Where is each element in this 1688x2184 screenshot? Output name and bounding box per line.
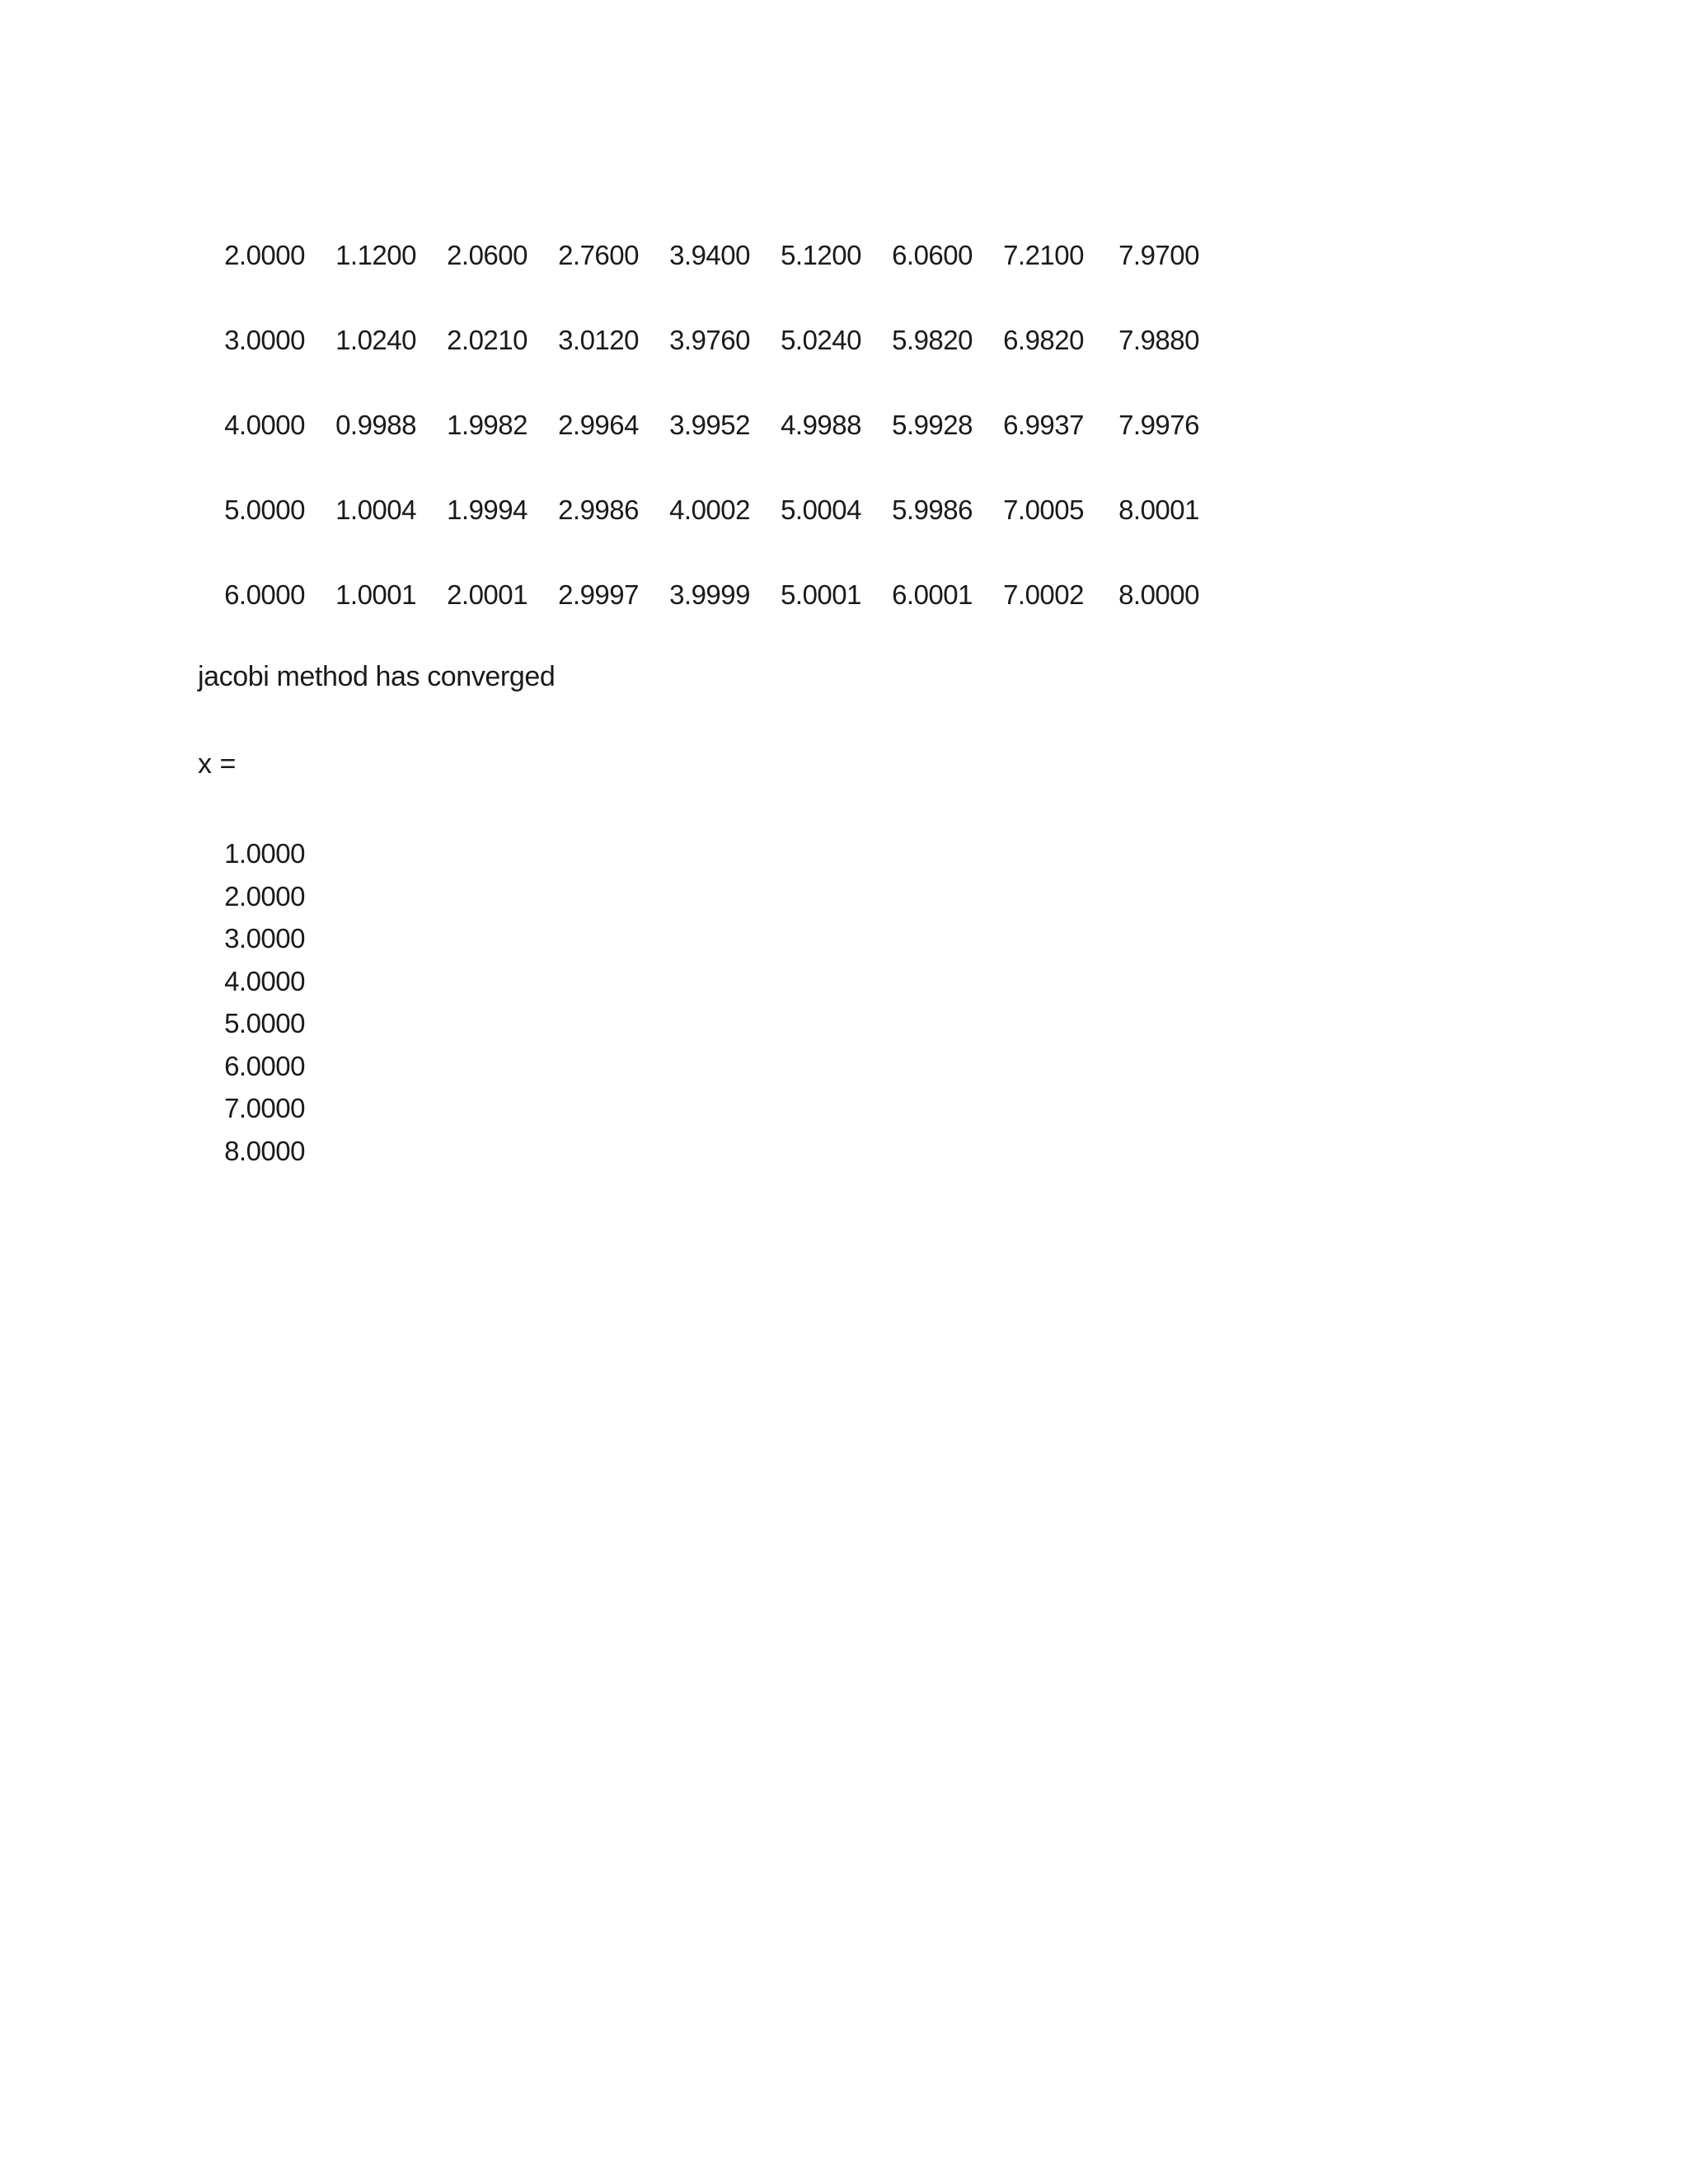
table-cell: 2.9964 xyxy=(558,410,639,440)
table-cell: 2.0001 xyxy=(447,579,528,610)
table-cell: 3.9999 xyxy=(669,579,750,610)
solution-vector xyxy=(223,832,305,1172)
table-row xyxy=(223,239,1199,324)
solution-value: 2.0000 xyxy=(224,880,305,912)
iteration-number: 6.0000 xyxy=(224,579,305,610)
table-row xyxy=(223,409,1199,494)
table-row xyxy=(223,494,1199,579)
table-cell: 4.0002 xyxy=(669,494,750,525)
table-cell: 1.9982 xyxy=(447,410,528,440)
table-cell: 0.9988 xyxy=(335,410,416,440)
table-cell: 3.0120 xyxy=(558,325,639,355)
table-cell: 2.9997 xyxy=(558,579,639,610)
table-cell: 3.9760 xyxy=(669,325,750,355)
table-cell: 6.9820 xyxy=(1003,325,1084,355)
table-cell: 2.7600 xyxy=(558,240,639,270)
result-label: x = xyxy=(198,748,237,780)
table-cell: 7.9700 xyxy=(1118,240,1199,270)
table-cell: 3.9952 xyxy=(669,410,750,440)
table-cell: 1.9994 xyxy=(447,494,528,525)
solution-value: 4.0000 xyxy=(224,965,305,996)
solution-value: 1.0000 xyxy=(224,838,305,869)
table-cell: 6.9937 xyxy=(1003,410,1084,440)
table-cell: 3.9400 xyxy=(669,240,750,270)
table-cell: 5.9986 xyxy=(892,494,973,525)
table-cell: 5.1200 xyxy=(781,240,861,270)
table-row xyxy=(223,579,1199,663)
table-cell: 2.0600 xyxy=(447,240,528,270)
table-cell: 5.0240 xyxy=(781,325,861,355)
table-cell: 2.9986 xyxy=(558,494,639,525)
table-cell: 1.0001 xyxy=(335,579,416,610)
table-cell: 7.9880 xyxy=(1118,325,1199,355)
table-cell: 5.0001 xyxy=(781,579,861,610)
table-cell: 7.9976 xyxy=(1118,410,1199,440)
table-cell: 7.0005 xyxy=(1003,494,1084,525)
solution-value: 7.0000 xyxy=(224,1093,305,1123)
solution-value: 3.0000 xyxy=(224,923,305,954)
table-cell: 1.1200 xyxy=(335,240,416,270)
table-cell: 4.9988 xyxy=(781,410,861,440)
table-row xyxy=(223,324,1199,409)
solution-value: 8.0000 xyxy=(224,1135,305,1166)
table-cell: 5.0004 xyxy=(781,494,861,525)
iteration-number: 3.0000 xyxy=(224,325,305,355)
table-cell: 8.0000 xyxy=(1118,579,1199,610)
table-cell: 7.2100 xyxy=(1003,240,1084,270)
table-cell: 1.0240 xyxy=(335,325,416,355)
table-cell: 5.9928 xyxy=(892,410,973,440)
table-cell: 6.0001 xyxy=(892,579,973,610)
iteration-number: 4.0000 xyxy=(224,410,305,440)
iteration-number: 2.0000 xyxy=(224,240,305,270)
table-cell: 7.0002 xyxy=(1003,579,1084,610)
solution-value: 6.0000 xyxy=(224,1050,305,1081)
iteration-number: 5.0000 xyxy=(224,494,305,525)
iteration-table xyxy=(223,239,1199,663)
table-cell: 1.0004 xyxy=(335,494,416,525)
table-cell: 2.0210 xyxy=(447,325,528,355)
solution-value: 5.0000 xyxy=(224,1008,305,1038)
table-cell: 5.9820 xyxy=(892,325,973,355)
table-cell: 8.0001 xyxy=(1118,494,1199,525)
convergence-message: jacobi method has converged xyxy=(198,661,556,692)
table-cell: 6.0600 xyxy=(892,240,973,270)
